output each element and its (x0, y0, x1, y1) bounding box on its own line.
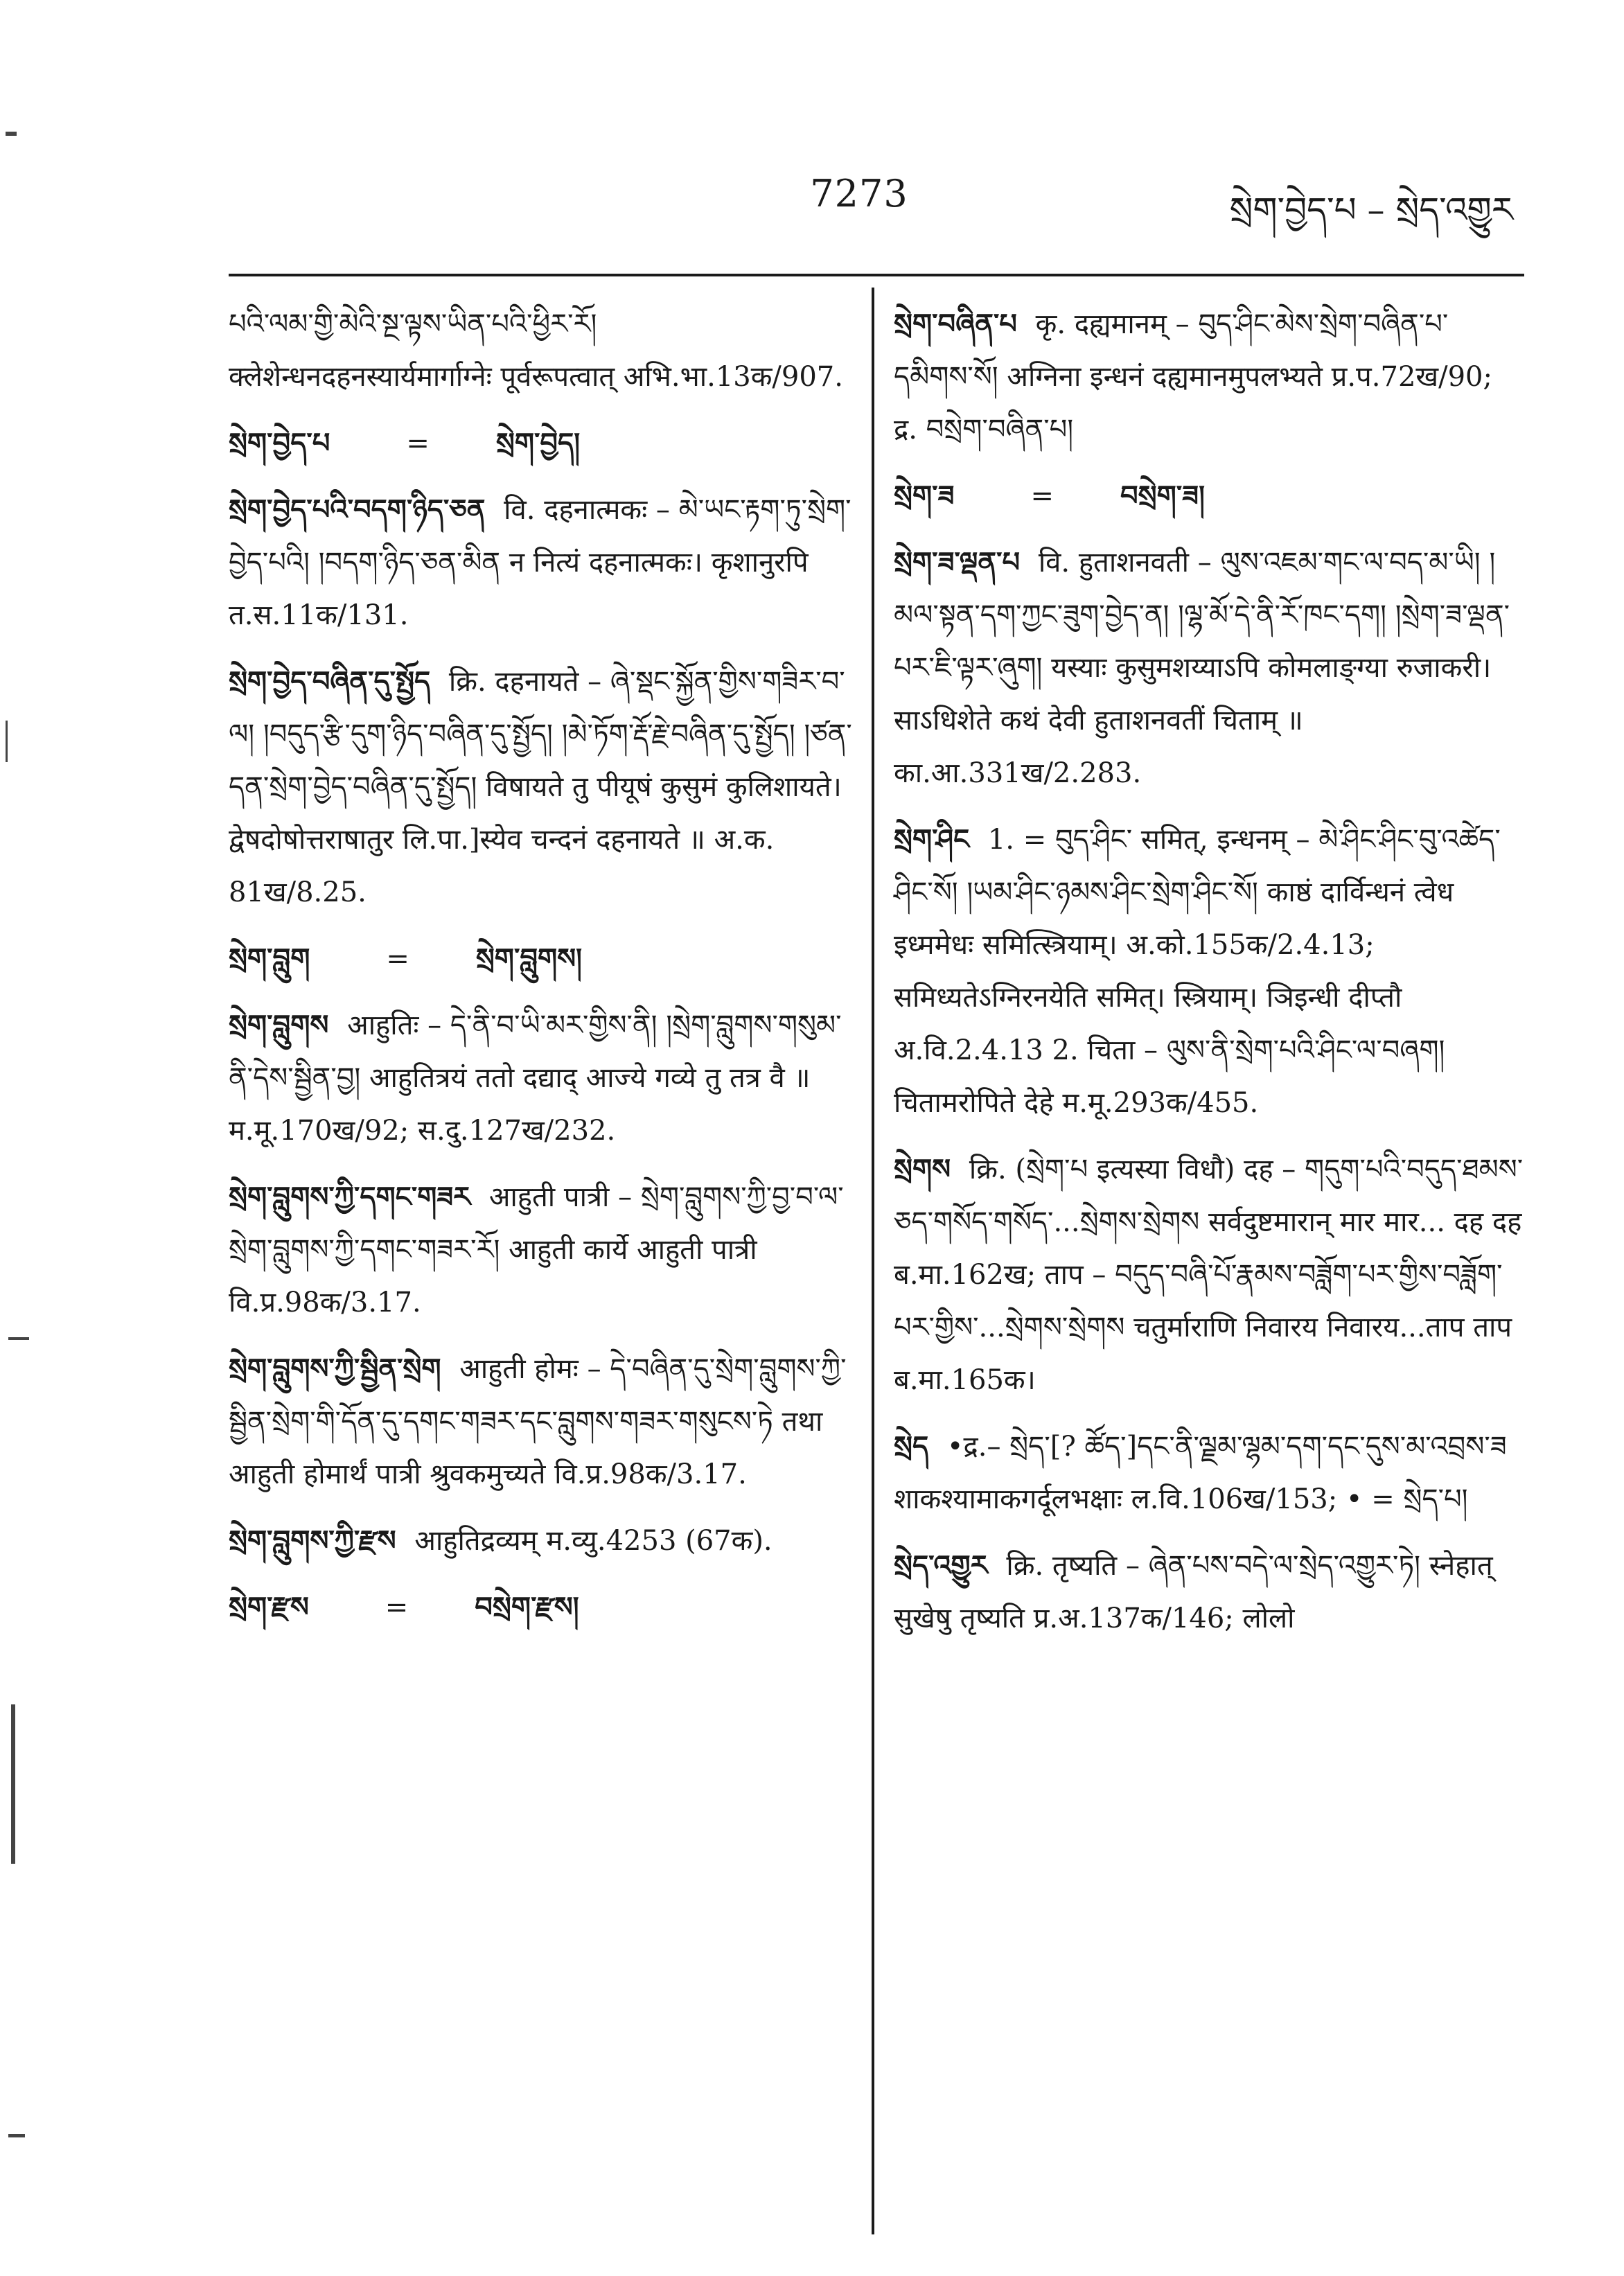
dictionary-entry (894, 298, 1524, 456)
dictionary-entry (229, 933, 852, 985)
headword: སྲེག་ཟ་ལྡན་པ (894, 546, 1021, 579)
equals-sign: = (386, 943, 409, 975)
dictionary-entry (229, 298, 852, 403)
entry-text: 1. = བུད་ཤིང་ समित्, इन्धनम् – མེ་ཤིང་ཤིང་བུ་འཚེད་ཤིང་སོ། །ཡམ་ཤིང་ཉམས་ཤིང་སྲེག་ཤིང་སོ། काष्ठं दार्विन्धनं त्वेध इध्ममेधः समित्स्त्रियाम्। अ.को.155क/2.4.13; समिध्यतेऽग्निरनयेति समित्। स्त्रियाम्। ञिइन्धी दीप्तौ अ.वि.2.4.13 2. चिता – ལུས་ནི་སྲེག་པའི་ཤིང་ལ་བཞག། चितामरोपिते देहे म.मू.293क/455. (894, 824, 1501, 1119)
equals-sign: = (385, 1591, 409, 1623)
headword: སྲེག་བྱེད་པའི་བདག་ཉིད་ཅན (229, 493, 486, 526)
headword: སྲེག་བླུགས་ཀྱི་དགང་གཟར (229, 1181, 471, 1213)
entry-text: •द्र.– སྲེད་[? ཚོད་]དང་ནི་ལྗམ་ལྷམ་དག་དང་དུས་མ་འབྲས་ཟ शाकश्यामाकगर्दूलभक्षाः ल.वि.106ख/153; • = སྲེད་པ། (894, 1431, 1507, 1515)
headword: སྲེགས (894, 1153, 951, 1185)
dictionary-entry (894, 536, 1524, 800)
headword: སྲེག་བླུགས་ཀྱི་རྫས (229, 1524, 396, 1557)
dictionary-entry (229, 417, 852, 470)
headword: སྲེད (894, 1430, 929, 1463)
dictionary-entry (894, 470, 1524, 522)
equals-sign: = (1030, 480, 1054, 512)
cross-reference: བསྲེག་རྫས། (475, 1591, 579, 1623)
dictionary-entry (229, 655, 852, 919)
dictionary-entry (229, 1171, 852, 1329)
headword: སྲེག་བཞིན་པ (894, 308, 1017, 340)
page-number: 7273 (810, 172, 908, 215)
scan-mark (6, 721, 8, 762)
equals-sign: = (406, 427, 430, 459)
headword: སྲེག་བླུག (229, 942, 310, 975)
dictionary-entry (229, 1343, 852, 1501)
scan-mark (8, 2134, 25, 2137)
header-rule (229, 274, 1524, 276)
entry-text: आहुती होमः – དེ་བཞིན་དུ་སྲེག་བླུགས་ཀྱི་སྦྱིན་སྲེག་གི་དོན་དུ་དགང་གཟར་དང་བླུགས་གཟར་གསུངས་ཏེ तथा आहुती होमार्थं पात्री श्रुवकमुच्यते वि.प्र.98क/3.17. (229, 1353, 847, 1490)
entry-text: वि. हुताशनवती – ལུས་འཇམ་གང་ལ་བད་མ་ཡི། །མལ་སྟན་དག་ཀྱང་ཟུག་བྱེད་ན། །ལྷ་མོ་དེ་ནི་རོ་ཁང་དག། །སྲེག་ཟ་ལྡན་པར་ཇི་ལྟར་ཞུག། यस्याः कुसुमशय्याऽपि कोमलाङ्ग्या रुजाकरी। साऽधिशेते कथं देवी हुताशनवतीं चिताम् ॥ का.आ.331ख/2.283. (894, 547, 1510, 789)
right-column (894, 298, 1524, 1659)
headword: སྲེག་རྫས (229, 1591, 309, 1623)
scan-mark (8, 1337, 29, 1340)
dictionary-entry (229, 484, 852, 642)
headword: སྲེག་ཟ (894, 479, 955, 512)
left-column (229, 298, 852, 1648)
entry-text: आहुतिद्रव्यम् म.व्यु.4253 (67क). (414, 1525, 773, 1557)
headword: སྲེག་ཤིང (894, 823, 970, 856)
headword: སྲེག་བྱེད་བཞིན་དུ་སྤྱོད (229, 665, 431, 698)
entry-text: आहुती पात्री – སྲེག་བླུགས་ཀྱི་བྱ་བ་ལ་སྲེག་བླུགས་ཀྱི་དགང་གཟར་རོ། आहुती कार्ये आहुती पात्री वि.प्र.98क/3.17. (229, 1181, 844, 1318)
headword: སྲེག་བླུགས་ཀྱི་སྦྱིན་སྲེག (229, 1352, 441, 1385)
headword: སྲེད་འགྱུར (894, 1549, 988, 1582)
cross-reference: སྲེག་བྱེད། (495, 427, 581, 459)
entry-text: कृ. दह्यमानम् – བུད་ཤིང་མེས་སྲེག་བཞིན་པ་དམིགས་སོ། अग्निना इन्धनं दह्यमानमुपलभ्यते प्र.प.72ख/90; द्र. བསྲེག་བཞིན་པ། (894, 308, 1492, 446)
dictionary-entry (229, 999, 852, 1157)
dictionary-entry (894, 813, 1524, 1129)
scan-mark (11, 1704, 15, 1864)
dictionary-entry (894, 1143, 1524, 1406)
cross-reference: བསྲེག་ཟ། (1120, 479, 1206, 512)
headword: སྲེག་བྱེད་པ (229, 427, 330, 459)
dictionary-entry (229, 1581, 852, 1634)
column-divider (872, 288, 874, 2234)
dictionary-entry (229, 1515, 852, 1567)
cross-reference: སྲེག་བླུགས། (475, 942, 583, 975)
dictionary-entry (894, 1420, 1524, 1526)
entry-text: क्रि. तृष्यति – ཞེན་པས་བདེ་ལ་སྲེད་འགྱུར་ཏེ། स्नेहात् सुखेषु तृष्यति प्र.अ.137क/146; लोलो (894, 1550, 1493, 1634)
dictionary-entry (894, 1540, 1524, 1645)
entry-text: क्रि. (སྲེག་པ इत्यस्या विधौ) दह – གདུག་པའི་བདུད་ཐམས་ཅད་གསོད་གསོད་...སྲེགས་སྲེགས सर्वदुष्टमारान् मार मार... दह दह ब.मा.162ख; ताप – བདུད་བཞི་པོ་རྣམས་བཟློག་པར་གྱིས་བཟློག་པར་གྱིས་...སྲེགས་སྲེགས चतुर्माराणि निवारय निवारय...ताप ताप ब.मा.165क। (894, 1154, 1524, 1396)
running-head: སྲེག་བྱེད་པ – སྲེད་འགྱུར (1229, 190, 1513, 230)
headword: སྲེག་བླུགས (229, 1009, 329, 1041)
entry-text: वि. दहनात्मकः – མེ་ཡང་རྟག་ཏུ་སྲེག་བྱེད་པའི། །བདག་ཉིད་ཅན་མིན न नित्यं दहनात्मकः। कृशानुरपि त.स.11क/131. (229, 494, 851, 631)
entry-text: क्रि. दहनायते – ཞེ་སྡང་སྐྱོན་གྱིས་གཟིར་བ་ལ། །བདུད་རྩི་དུག་ཉིད་བཞིན་དུ་སྤྱོད། །མེ་ཏོག་རྡོ་རྗེ་བཞིན་དུ་སྤྱོད། །ཙན་དན་སྲེག་བྱེད་བཞིན་དུ་སྤྱོད། विषायते तु पीयूषं कुसुमं कुलिशायते। द्वेषदोषोत्तराषातुर लि.पा.]स्येव चन्दनं दहनायते ॥ अ.क. 81ख/8.25. (229, 666, 852, 908)
entry-text: आहुतिः – དེ་ནི་བ་ཡི་མར་གྱིས་ནི། །སྲེག་བླུགས་གསུམ་ནི་དེས་སྦྱིན་བྱ། आहुतित्रयं ततो दद्याद् आज्ये गव्ये तु तत्र वै ॥ म.मू.170ख/92; स.दु.127ख/232. (229, 1009, 842, 1147)
scan-mark (6, 132, 17, 136)
entry-text: པའི་ལམ་གྱི་མེའི་སྔ་ལྟས་ཡིན་པའི་ཕྱིར་རོ། क्लेशेन्धनदहनस्यार्यमार्गाग्नेः पूर्वरूपत्वात् अभि.भा.13क/907. (229, 308, 843, 393)
